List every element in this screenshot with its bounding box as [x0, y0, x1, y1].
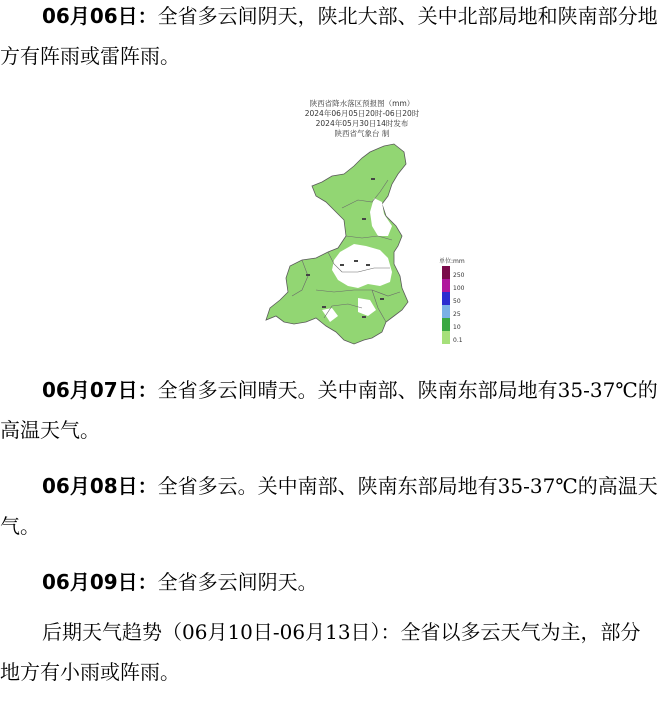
paragraph-day4	[0, 562, 660, 602]
map-title: 陕西省降水落区预报图（mm）	[309, 99, 415, 108]
date-label: 06月07日：	[42, 378, 158, 402]
paragraph-day3	[0, 466, 660, 546]
legend-label-50: 50	[453, 298, 461, 305]
legend-label-25: 25	[453, 311, 461, 318]
shaanxi-province-map	[262, 140, 412, 355]
legend-swatch-50	[442, 292, 450, 305]
legend-label-250: 250	[453, 272, 465, 279]
map-issue-time: 2024年05月30日14时发布	[315, 119, 409, 128]
paragraph-outlook	[0, 612, 660, 692]
legend-swatch-10	[442, 318, 450, 331]
legend-label-0.1: 0.1	[453, 337, 463, 344]
legend-swatch-0.1	[442, 331, 450, 344]
outlook-text: 后期天气趋势（06月10日-06月13日）：全省以多云天气为主，部分地方有小雨或阵雨。	[0, 620, 641, 684]
forecast-text: 全省多云间晴天。关中南部、陕南东部局地有35-37℃的高温天气。	[0, 378, 658, 442]
legend-unit: 单位:mm	[439, 258, 465, 265]
date-label: 06月06日：	[42, 4, 158, 28]
date-label: 06月09日：	[42, 570, 158, 594]
map-period: 2024年06月05日20时-06日20时	[304, 109, 420, 118]
legend-swatch-25	[442, 305, 450, 318]
paragraph-day1	[0, 0, 660, 76]
legend-swatch-100	[442, 279, 450, 292]
precipitation-map-figure	[262, 96, 484, 356]
forecast-text: 全省多云间阴天，陕北大部、关中北部局地和陕南部分地方有阵雨或雷阵雨。	[0, 4, 658, 68]
legend-label-100: 100	[453, 285, 465, 292]
province-outline	[266, 144, 408, 344]
map-issuer: 陕西省气象台 制	[334, 129, 390, 138]
legend-label-10: 10	[453, 324, 461, 331]
paragraph-day2	[0, 370, 660, 450]
date-label: 06月08日：	[42, 474, 158, 498]
forecast-text: 全省多云间阴天。	[157, 570, 318, 594]
forecast-text: 全省多云。关中南部、陕南东部局地有35-37℃的高温天气。	[0, 474, 658, 538]
legend-swatch-250	[442, 266, 450, 279]
